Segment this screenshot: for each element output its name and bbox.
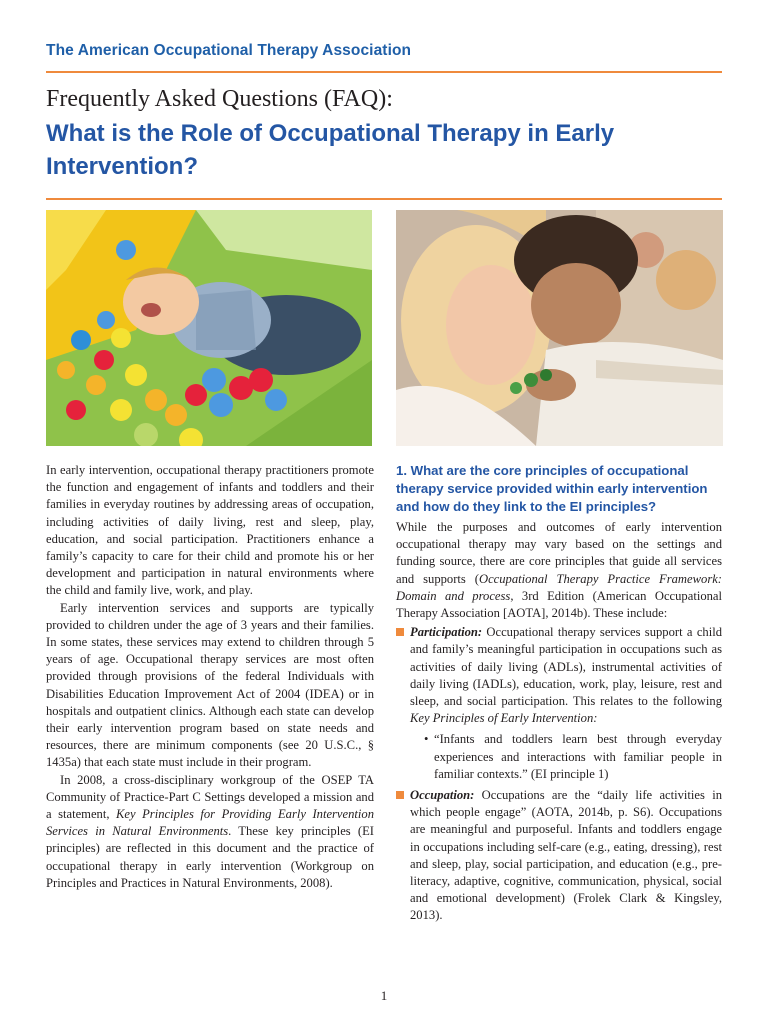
bullet-square-icon: [396, 791, 404, 799]
ei-principle-1-quote: [410, 731, 722, 783]
participation-bullet: [396, 624, 722, 783]
participation-term: Participation:: [410, 625, 483, 640]
key-principles-title: Key Principles for Providing Early Intervention Services in Natural Environments: [46, 807, 375, 839]
workgroup-text-post: . These key principles (EI principles) are reflected in this document and the practice of occupational therapy in early intervention (Workgroup on Principles and Practices in Natural Environments, 2008).: [46, 824, 374, 890]
bullet-square-icon: [396, 628, 404, 636]
occupation-bullet: [396, 787, 722, 925]
workgroup-text-pre: In 2008, a cross-disciplinary workgroup of the OSEP TA Community of Practice-Part C Settings developed a mission and a statement,: [46, 772, 374, 822]
page-number: 1: [380, 988, 388, 1003]
intro-column: [46, 462, 374, 892]
bullet-dot-icon: •: [424, 732, 429, 747]
key-principles-ref: Key Principles of Early Intervention:: [410, 711, 598, 726]
services-paragraph: Early intervention services and supports are typically provided to children under the age of 3 years and their families. In some states, these services may extend to children through 5 years of age. Occupational therapy services are most often provided through provisions of the federal Individuals with Disabilities Education Improvement Act of 2004 (IDEA) or in hospitals and outpatient clinics. Although each state can develop their early intervention program based on state needs and resources, there are minimum components (see 20 U.S.C., § 1435a) that each state must include in their program.: [46, 600, 374, 770]
framework-title: Occupational Therapy Practice Framework: Domain and process: [396, 571, 722, 603]
page-title: What is the Role of Occupational Therapy in Early Intervention?: [46, 120, 615, 180]
organization-name: The American Occupational Therapy Association: [46, 42, 412, 59]
ball-pit-photo: [46, 210, 372, 446]
intro-text-pre: While the purposes and outcomes of early intervention occupational therapy may vary based on the settings and funding source, there are core principles that guide all services and supports (: [396, 520, 722, 586]
ei-principle-1-text: “Infants and toddlers learn best through everyday experiences and interactions with familiar people in familiar contexts.” (EI principle 1): [434, 732, 722, 781]
occupation-term: Occupation:: [410, 788, 475, 803]
therapist-child-photo: [396, 210, 723, 446]
core-principles-intro: [396, 519, 722, 622]
faq-column: [396, 462, 722, 925]
participation-text: Occupational therapy services support a child and family’s meaningful participation in occupations such as activities of daily living (ADLs), instrumental activities of daily living (IADLs), education, work, play, leisure, rest and sleep, and social participation. This relates to the following: [410, 625, 722, 709]
intro-text-post: , 3rd Edition (American Occupational Therapy Association [AOTA], 2014b). These include:: [396, 588, 723, 621]
header-rule: [46, 71, 722, 73]
workgroup-paragraph: [46, 772, 374, 892]
title-rule: [46, 198, 722, 200]
faq-label: Frequently Asked Questions (FAQ):: [46, 86, 393, 112]
question-1-heading: 1. What are the core principles of occupational therapy service provided within early intervention and how do they link to the EI principles?: [396, 463, 708, 514]
occupation-text: Occupations are the “daily life activities in which people engage” (AOTA, 2014b, p. S6). Occupations are meaningful and purposeful. Infants and toddlers engage in occupations including self-care (e.g., eating, dressing), rest and sleep, play, social participation, and education (e.g., pre-literacy, adaptive, cognitive, communication, physical, social and emotional development) (Frolek Clark & Kingsley, 2013).: [410, 788, 722, 923]
intro-paragraph: In early intervention, occupational therapy practitioners promote the function and engagement of infants and toddlers and their families in everyday routines by addressing areas of occupation, including activities of daily living, rest and sleep, play, education, and social participation. Practitioners enhance a family’s capacity to care for their child and promote his or her development and participation in natural environments where the child and family live, work, and play.: [46, 463, 374, 598]
